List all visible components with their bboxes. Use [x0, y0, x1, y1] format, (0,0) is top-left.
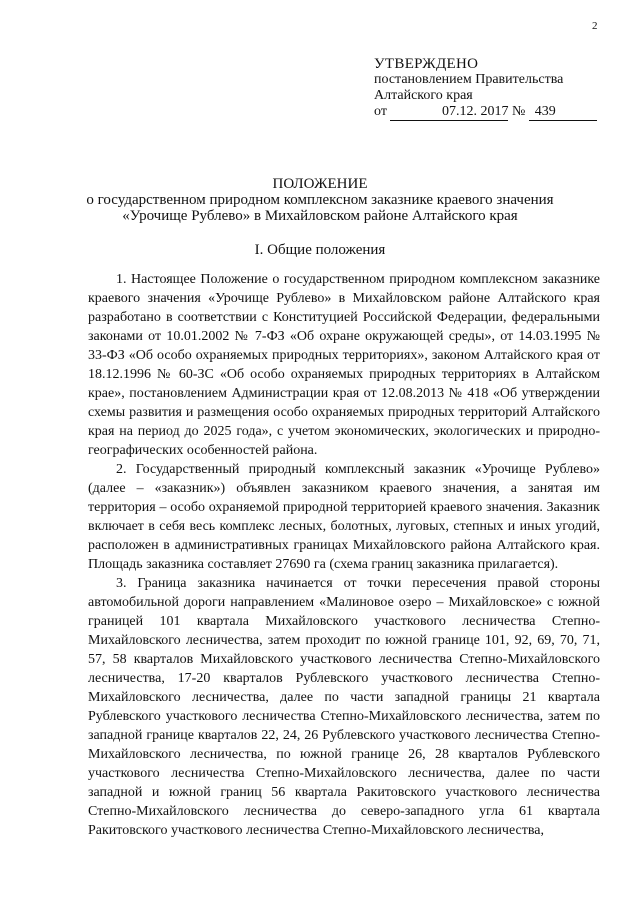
approval-line-2: Алтайского края [374, 88, 473, 103]
approval-date-line [374, 104, 597, 121]
approval-from-label: от [374, 104, 387, 119]
document-subtitle-line-2: «Урочище Рублево» в Михайловском районе Алтайского края [122, 208, 518, 224]
approval-title: УТВЕРЖДЕНО [374, 56, 479, 72]
approval-line-1: постановлением Правительства [374, 72, 564, 87]
paragraph-2: 2. Государственный природный комплексный заказник «Урочище Рублево» (далее – «заказник») объявлен заказником краевого значения, а занятая им территория – особо охраняемой природной территорией краевого значения. Заказник включает в себя весь комплекс лесных, болотных, луговых, степных и иных угодий, расположен в административных границах Михайловского района Алтайского края. Площадь заказника составляет 27690 га (схема границ заказника прилагается). [88, 462, 600, 572]
paragraph-1: 1. Настоящее Положение о государственном природном комплексном заказнике краевого значения «Урочище Рублево» в Михайловском районе Алтайского края разработано в соответствии с Конституцией Российской Федерации, федеральными законами от 10.01.2002 № 7-ФЗ «Об охране окружающей среды», от 14.03.1995 № 33-ФЗ «Об особо охраняемых природных территориях», законом Алтайского края от 18.12.1996 № 60-ЗС «Об особо охраняемых природных территориях в Алтайском крае», постановлением Администрации края от 12.08.2013 № 418 «Об утверждении схемы развития и размещения особо охраняемых природных территорий Алтайского края на период до 2025 года», с учетом экономических, экологических и природно-географических особенностей района. [88, 272, 600, 458]
document-body [88, 270, 600, 840]
document-title: ПОЛОЖЕНИЕ [272, 176, 368, 192]
approval-number-label: № [511, 104, 526, 119]
approval-stamp [374, 56, 597, 121]
approval-date: 07.12. 2017 [390, 104, 508, 121]
approval-number: 439 [529, 104, 597, 121]
document-subtitle-line-1: о государственном природном комплексном заказнике краевого значения [86, 192, 554, 208]
page-number: 2 [592, 20, 598, 32]
section-title: I. Общие положения [254, 242, 386, 258]
paragraph-3: 3. Граница заказника начинается от точки пересечения правой стороны автомобильной дороги направлением «Малиновое озеро – Михайловское» с южной границей 101 квартала Михайловского участкового лесничества Степно-Михайловского лесничества, затем проходит по южной границе 101, 92, 69, 70, 71, 57, 58 кварталов Михайловского участкового лесничества Степно-Михайловского лесничества, 17-20 кварталов Рублевского участкового лесничества Степно-Михайловского лесничества, далее по части западной границы 21 квартала Рублевского участкового лесничества Степно-Михайловского лесничества, затем по западной границе кварталов 22, 24, 26 Рублевского участкового лесничества Степно-Михайловского лесничества, по южной границе 26, 28 кварталов Рублевского участкового лесничества Степно-Михайловского лесничества, далее по части западной и южной границ 56 квартала Ракитовского участкового лесничества Степно-Михайловского лесничества до северо-западного угла 61 квартала Ракитовского участкового лесничества Степно-Михайловского лесничества, [88, 576, 600, 838]
